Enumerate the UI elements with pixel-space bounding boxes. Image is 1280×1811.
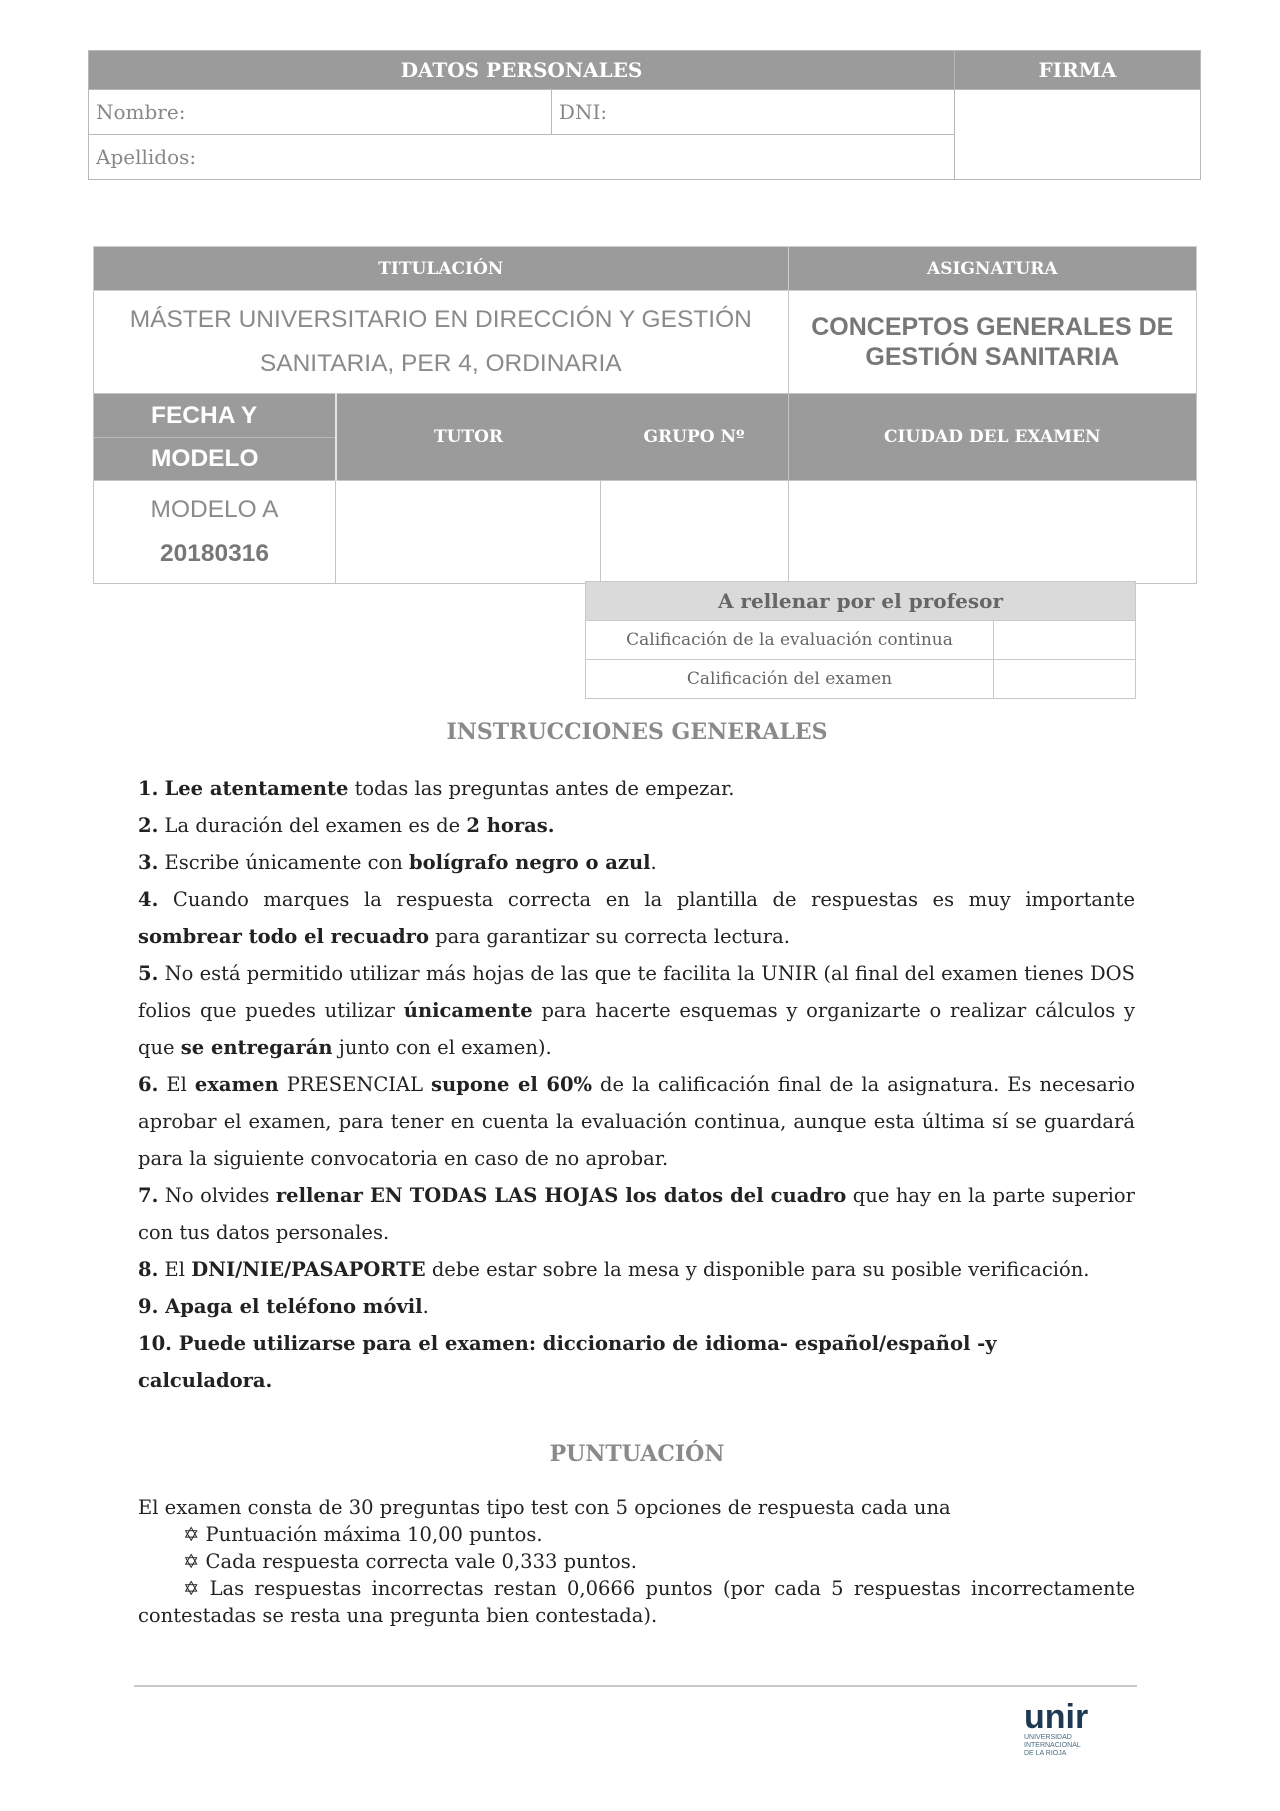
text: Puntuación máxima 10,00 puntos.: [205, 1523, 543, 1546]
tutor-field[interactable]: [336, 481, 601, 584]
star-bullet-icon: ✡: [183, 1550, 200, 1573]
text: para hacerte esquemas y organizarte o realizar cálculos y que: [138, 999, 1135, 1059]
firma-field[interactable]: [954, 90, 1200, 180]
instruccion-8: [138, 1251, 1135, 1288]
text: La duración del examen es de: [158, 814, 467, 837]
unir-logo-sub1: UNIVERSIDAD: [1024, 1734, 1072, 1741]
text: No olvides: [158, 1184, 276, 1207]
footer-divider: [134, 1685, 1137, 1687]
titulacion-line2: SANITARIA, PER 4, ORDINARIA: [259, 350, 622, 377]
num: 3.: [138, 851, 159, 874]
bold-text: rellenar EN TODAS LAS HOJAS los datos del cuadro: [275, 1184, 847, 1207]
num: 4.: [138, 888, 159, 911]
text: Las respuestas incorrectas restan 0,0666 puntos (por cada 5 respuestas incorrectamente contestadas se resta una pregunta bien contestada).: [138, 1577, 1135, 1627]
instruccion-7: [138, 1177, 1135, 1251]
profesor-header: A rellenar por el profesor: [586, 582, 1136, 621]
star-bullet-icon: ✡: [183, 1523, 200, 1546]
text: PRESENCIAL: [278, 1073, 432, 1096]
instruccion-9: [138, 1288, 1135, 1325]
grupo-field[interactable]: [600, 481, 788, 584]
asignatura-line2: GESTIÓN SANITARIA: [865, 343, 1120, 371]
instrucciones-title: INSTRUCCIONES GENERALES: [446, 719, 828, 745]
bold-text: examen: [194, 1073, 279, 1096]
instruccion-10: [138, 1325, 1135, 1399]
text: No está permitido utilizar más hojas de las que te facilita la UNIR (al final del examen tienes DOS folios que puedes utilizar: [138, 962, 1135, 1022]
puntuacion-intro: El examen consta de 30 preguntas tipo test con 5 opciones de respuesta cada una: [138, 1496, 951, 1519]
unir-logo: [1024, 1700, 1134, 1758]
fecha-value: 20180316: [160, 540, 270, 567]
num: 6.: [138, 1073, 159, 1096]
bold-text: bolígrafo negro o azul: [408, 851, 651, 874]
puntuacion-item-2: [138, 1548, 1135, 1575]
modelo-value: MODELO A: [150, 496, 279, 523]
instruccion-4: [138, 881, 1135, 955]
bold-text: Lee atentamente: [164, 777, 349, 800]
header-ciudad: CIUDAD DEL EXAMEN: [788, 394, 1196, 481]
asignatura-value: [788, 291, 1196, 394]
bold-text: Apaga el teléfono móvil: [158, 1295, 423, 1318]
instruccion-2: [138, 807, 1135, 844]
nombre-field[interactable]: Nombre:: [89, 90, 552, 135]
unir-logo-sub2: INTERNACIONAL: [1024, 1742, 1081, 1749]
num: 7.: [138, 1184, 159, 1207]
text: El: [158, 1258, 192, 1281]
calificacion-continua-field[interactable]: [994, 621, 1136, 660]
bold-text: Puede utilizarse para el examen: diccionario de idioma- español/español -y calculadora.: [138, 1332, 997, 1392]
text: Cada respuesta correcta vale 0,333 puntos.: [205, 1550, 637, 1573]
num: 5.: [138, 962, 159, 985]
exam-info-table: [93, 246, 1197, 584]
num: 2.: [138, 814, 159, 837]
num: 1.: [138, 777, 159, 800]
text: .: [422, 1295, 429, 1318]
text: todas las preguntas antes de empezar.: [348, 777, 735, 800]
header-firma: FIRMA: [954, 51, 1200, 90]
text: que hay en la parte superior con tus datos personales.: [138, 1184, 1135, 1244]
bold-text: supone el 60%: [431, 1073, 593, 1096]
personal-data-table: [88, 50, 1201, 180]
text: Cuando marques la respuesta correcta en la plantilla de respuestas es muy importante: [158, 888, 1135, 911]
fecha-header-line2: MODELO: [151, 445, 259, 472]
titulacion-line1: MÁSTER UNIVERSITARIO EN DIRECCIÓN Y GESTIÓN: [129, 306, 752, 333]
dni-field[interactable]: DNI:: [551, 90, 954, 135]
unir-logo-text: unir: [1024, 1698, 1089, 1736]
puntuacion-item-1: [138, 1521, 1135, 1548]
header-fecha-modelo: [94, 394, 336, 481]
num: 9.: [138, 1295, 159, 1318]
bold-text: DNI/NIE/PASAPORTE: [191, 1258, 426, 1281]
calificacion-examen-label: Calificación del examen: [586, 660, 994, 699]
fecha-modelo-value: [94, 481, 336, 584]
puntuacion-title: PUNTUACIÓN: [549, 1441, 725, 1467]
text: debe estar sobre la mesa y disponible para su posible verificación.: [425, 1258, 1090, 1281]
instruccion-6: [138, 1066, 1135, 1177]
puntuacion-item-3: [138, 1575, 1135, 1629]
bold-text: 2 horas.: [466, 814, 555, 837]
bold-text: únicamente: [403, 999, 533, 1022]
titulacion-value: [94, 291, 789, 394]
text: El: [158, 1073, 195, 1096]
instruccion-3: [138, 844, 1135, 881]
num: 10.: [138, 1332, 172, 1355]
calificacion-examen-field[interactable]: [994, 660, 1136, 699]
text: junto con el examen).: [332, 1036, 552, 1059]
header-titulacion: TITULACIÓN: [94, 247, 789, 291]
star-bullet-icon: ✡: [183, 1577, 200, 1600]
calificacion-continua-label: Calificación de la evaluación continua: [586, 621, 994, 660]
apellidos-field[interactable]: Apellidos:: [89, 135, 955, 180]
instrucciones-list: [138, 770, 1135, 1399]
text: de la calificación final de la asignatura. Es necesario aprobar el examen, para tener en cuenta la evaluación continua, aunque esta última sí se guardará para la siguiente convocatoria en caso de no aprobar.: [138, 1073, 1135, 1170]
unir-logo-sub3: DE LA RIOJA: [1024, 1750, 1067, 1757]
puntuacion-body: [138, 1494, 1135, 1629]
text: para garantizar su correcta lectura.: [428, 925, 790, 948]
asignatura-line1: CONCEPTOS GENERALES DE: [811, 313, 1174, 341]
num: 8.: [138, 1258, 159, 1281]
text: .: [650, 851, 657, 874]
instruccion-1: [138, 770, 1135, 807]
header-tutor: TUTOR: [433, 427, 504, 447]
header-asignatura: ASIGNATURA: [788, 247, 1196, 291]
bold-text: se entregarán: [180, 1036, 333, 1059]
bold-text: sombrear todo el recuadro: [138, 925, 429, 948]
text: Escribe únicamente con: [158, 851, 409, 874]
profesor-table: [585, 581, 1136, 699]
header-grupo: GRUPO Nº: [643, 427, 745, 447]
fecha-header-line1: FECHA Y: [94, 394, 335, 438]
ciudad-field[interactable]: [788, 481, 1196, 584]
instruccion-5: [138, 955, 1135, 1066]
header-datos-personales: DATOS PERSONALES: [89, 51, 955, 90]
